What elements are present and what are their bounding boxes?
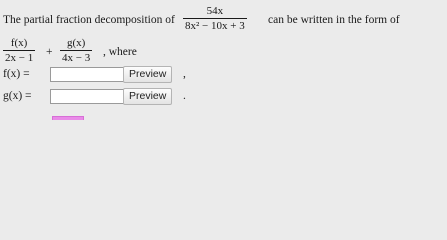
f-answer-label: f(x) = [3, 68, 30, 80]
g-preview-button[interactable]: Preview [123, 88, 172, 105]
form-fraction-f [3, 38, 35, 64]
form-fraction-g-numerator: g(x) [66, 37, 86, 49]
submit-button[interactable] [52, 116, 84, 120]
f-trailing-comma: , [183, 68, 186, 80]
where-text: , where [103, 46, 137, 58]
main-fraction [183, 6, 247, 32]
main-fraction-numerator: 54x [206, 5, 224, 17]
plus-sign: + [46, 46, 53, 58]
question-intro-text: The partial fraction decomposition of [3, 14, 175, 26]
f-preview-button[interactable]: Preview [123, 66, 172, 83]
main-fraction-denominator: 8x² − 10x + 3 [185, 20, 245, 32]
question-tail-text: can be written in the form of [268, 14, 400, 26]
g-answer-label: g(x) = [3, 90, 32, 102]
g-trailing-period: . [183, 90, 186, 102]
form-fraction-f-denominator: 2x − 1 [5, 52, 34, 64]
form-fraction-f-numerator: f(x) [10, 37, 28, 49]
form-fraction-g-denominator: 4x − 3 [62, 52, 91, 64]
form-fraction-g [60, 38, 92, 64]
